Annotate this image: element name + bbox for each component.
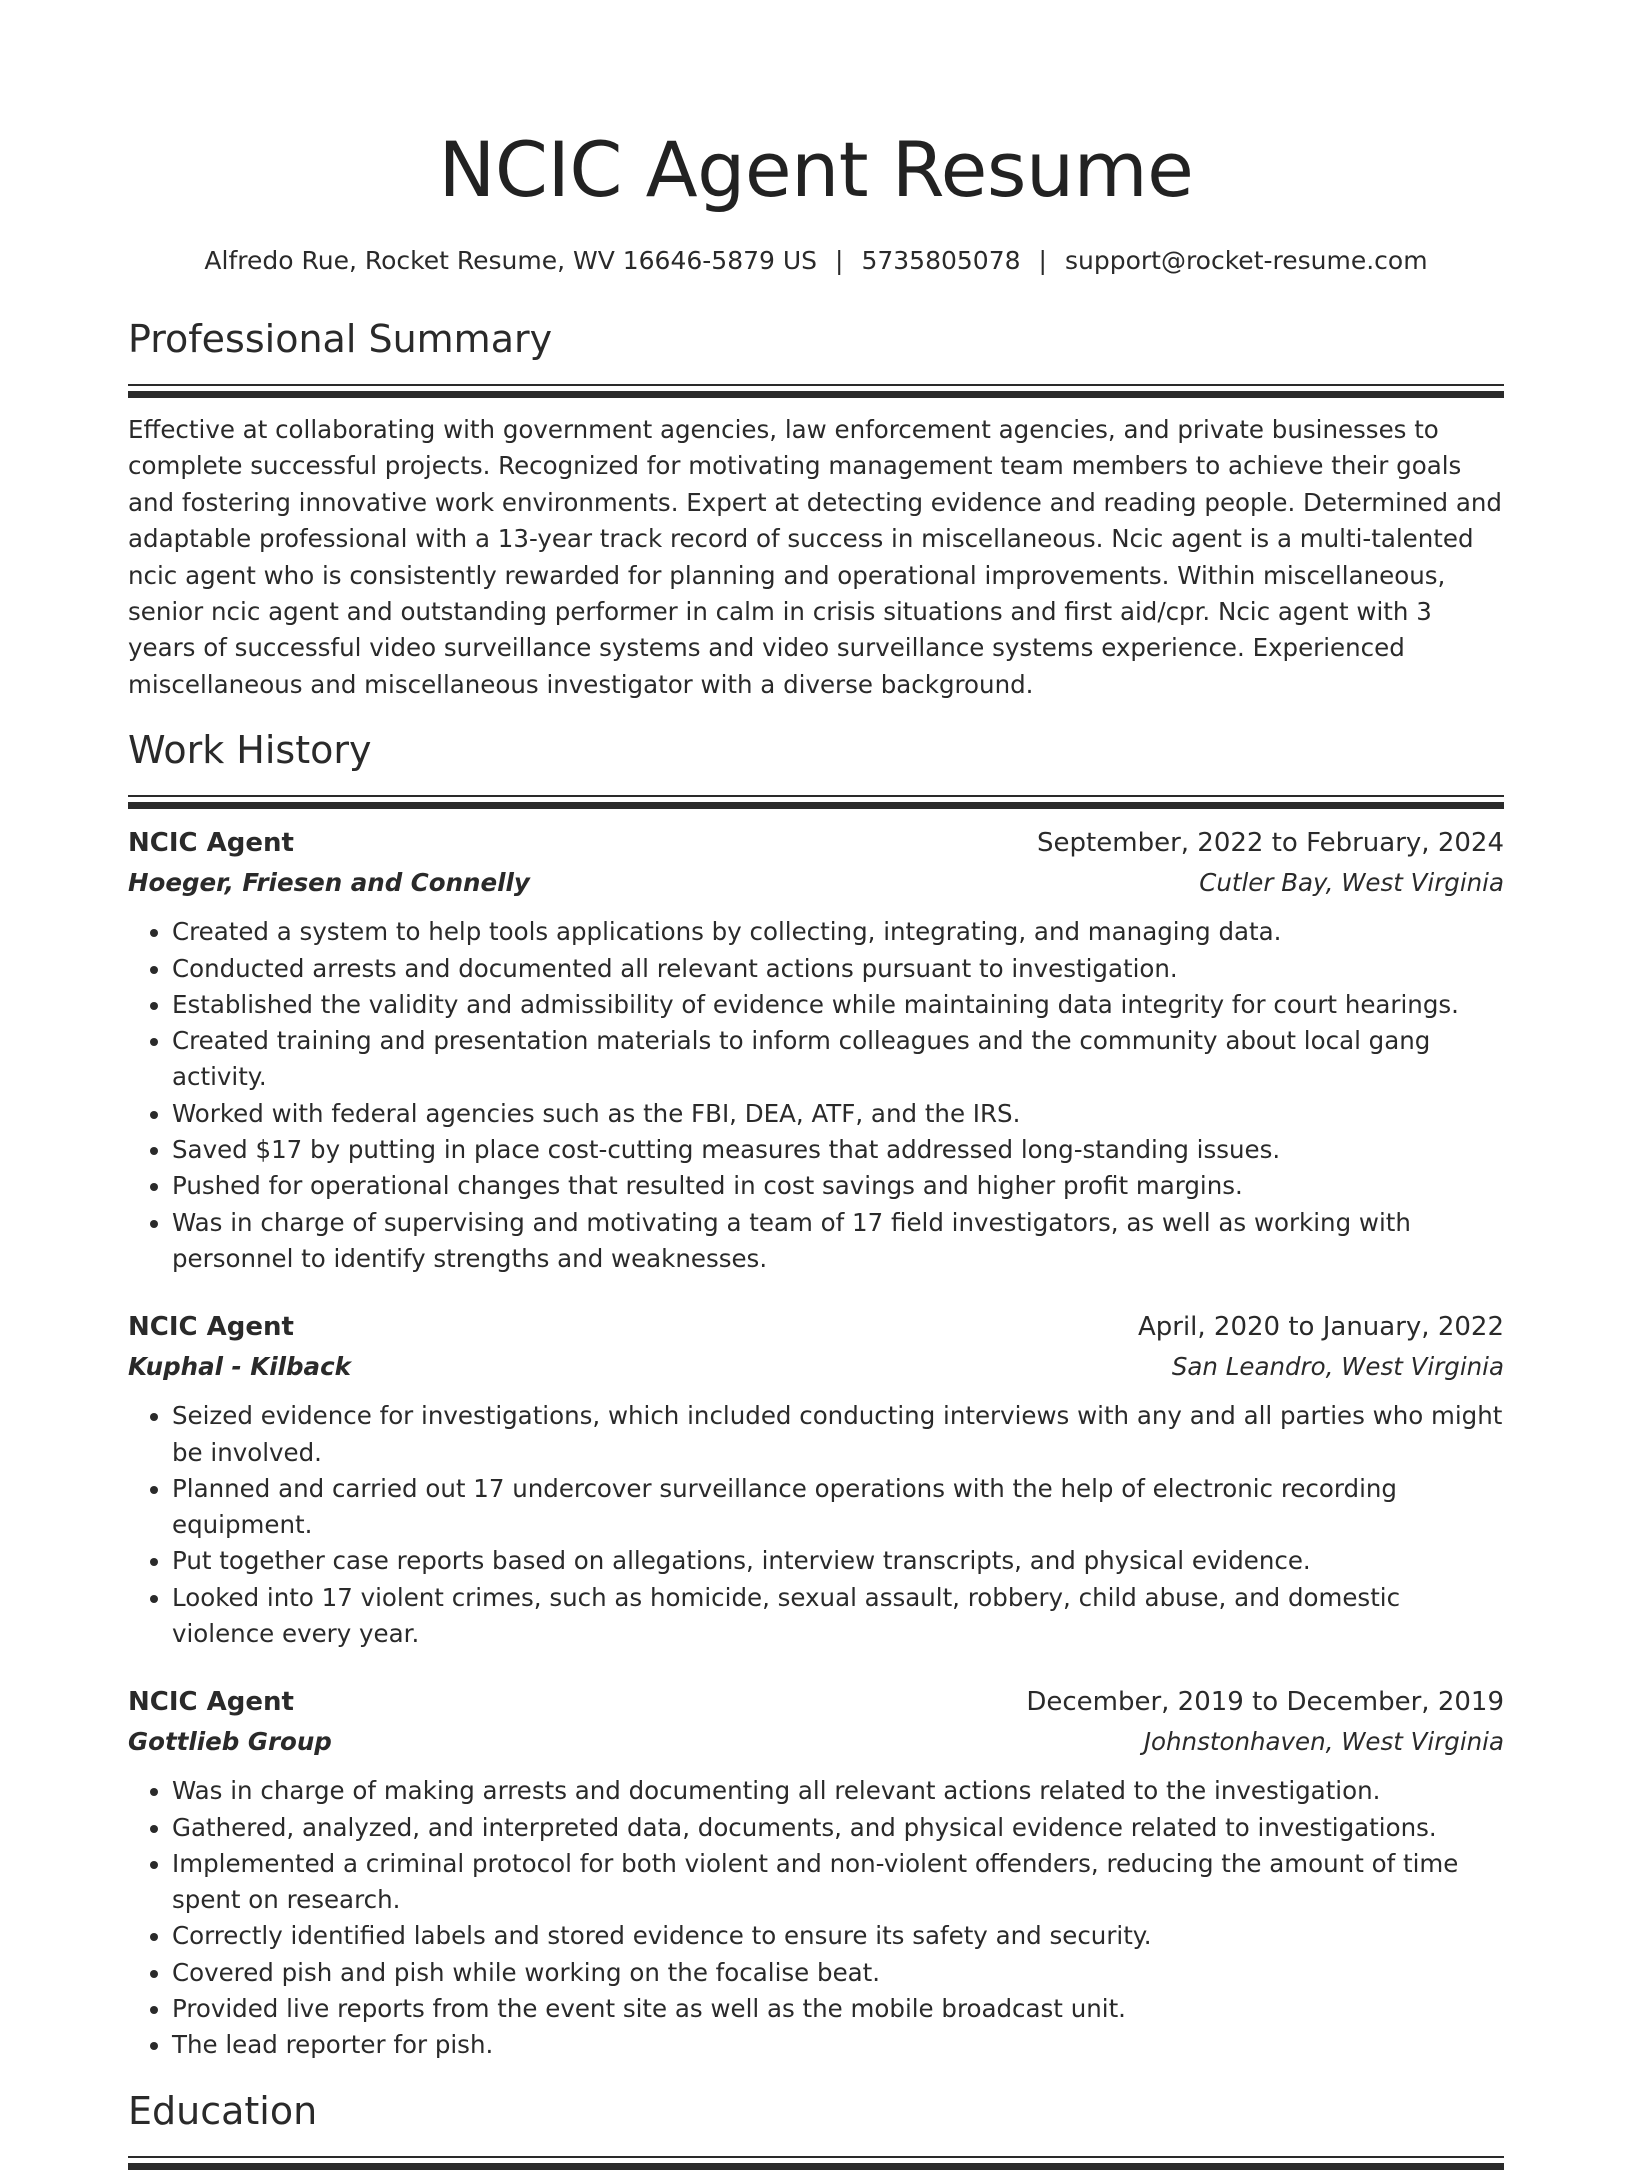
job-subheader-row <box>128 1347 1504 1387</box>
section-divider-thick <box>128 802 1504 809</box>
summary-section <box>128 314 1504 703</box>
job-bullet-list <box>128 1773 1504 2063</box>
job-bullet: • Gathered, analyzed, and interpreted data, documents, and physical evidence related to investigations. <box>172 1810 1504 1846</box>
job-dates: April, 2020 to January, 2022 <box>1137 1312 1504 1343</box>
job-bullet: • Created a system to help tools applications by collecting, integrating, and managing data. <box>172 914 1504 950</box>
job-subheader-row <box>128 863 1504 903</box>
job-bullet-list <box>128 914 1504 1277</box>
job-bullet: • Provided live reports from the event site as well as the mobile broadcast unit. <box>172 1991 1504 2027</box>
job-dates: September, 2022 to February, 2024 <box>1037 828 1504 859</box>
job-bullet: • Put together case reports based on allegations, interview transcripts, and physical evidence. <box>172 1543 1504 1579</box>
section-divider <box>128 795 1504 797</box>
work-history-section <box>128 725 1504 2063</box>
job-entry <box>128 1682 1504 2063</box>
job-bullet: • Worked with federal agencies such as the FBI, DEA, ATF, and the IRS. <box>172 1096 1504 1132</box>
job-bullet: • Seized evidence for investigations, which included conducting interviews with any and all parties who might be involved. <box>172 1398 1504 1471</box>
section-divider-thick <box>128 391 1504 398</box>
job-location: Johnstonhaven, West Virginia <box>1143 1727 1504 1757</box>
job-location: Cutler Bay, West Virginia <box>1199 868 1504 898</box>
section-divider <box>128 384 1504 386</box>
contact-address: Alfredo Rue, Rocket Resume, WV 16646-5879 US <box>204 246 818 275</box>
job-subheader-row <box>128 1722 1504 1762</box>
education-section <box>128 2086 1504 2170</box>
contact-separator: | <box>835 246 844 275</box>
job-bullet: • Was in charge of supervising and motivating a team of 17 field investigators, as well as working with personnel to identify strengths and weaknesses. <box>172 1205 1504 1278</box>
job-bullet: • Covered pish and pish while working on the focalise beat. <box>172 1955 1504 1991</box>
job-bullet: • Looked into 17 violent crimes, such as homicide, sexual assault, robbery, child abuse, and domestic violence every year. <box>172 1580 1504 1653</box>
section-heading-summary: Professional Summary <box>128 317 553 361</box>
job-bullet-list <box>128 1398 1504 1652</box>
section-divider <box>128 2156 1504 2158</box>
contact-email: support@rocket-resume.com <box>1064 246 1428 275</box>
job-bullet: • Implemented a criminal protocol for both violent and non-violent offenders, reducing the amount of time spent on research. <box>172 1846 1504 1919</box>
job-company: Hoeger, Friesen and Connelly <box>128 868 530 898</box>
job-bullet: • Conducted arrests and documented all relevant actions pursuant to investigation. <box>172 951 1504 987</box>
job-bullet: • Was in charge of making arrests and documenting all relevant actions related to the investigation. <box>172 1773 1504 1809</box>
job-bullet: • Pushed for operational changes that resulted in cost savings and higher profit margins. <box>172 1168 1504 1204</box>
job-header-row <box>128 1682 1504 1722</box>
job-title: NCIC Agent <box>128 1312 294 1343</box>
resume-page <box>128 0 1504 2170</box>
job-title: NCIC Agent <box>128 1687 294 1718</box>
job-entry <box>128 1307 1504 1652</box>
contact-line <box>128 244 1504 278</box>
summary-text: Effective at collaborating with government agencies, law enforcement agencies, and private businesses to complete successful projects. Recognized for motivating management team members to achieve their goals and fostering innovative work environments. Expert at detecting evidence and reading people. Determined and adaptable professional with a 13-year track record of success in miscellaneous. Ncic agent is a multi-talented ncic agent who is consistently rewarded for planning and operational improvements. Within miscellaneous, senior ncic agent and outstanding performer in calm in crisis situations and first aid/cpr. Ncic agent with 3 years of successful video surveillance systems and video surveillance systems experience. Experienced miscellaneous and miscellaneous investigator with a diverse background. <box>128 415 1502 699</box>
contact-phone: 5735805078 <box>861 246 1021 275</box>
job-header-row <box>128 1307 1504 1347</box>
job-bullet: • Established the validity and admissibility of evidence while maintaining data integrity for court hearings. <box>172 987 1504 1023</box>
section-divider-thick <box>128 2163 1504 2170</box>
job-company: Gottlieb Group <box>128 1727 332 1757</box>
job-bullet: • Saved $17 by putting in place cost-cutting measures that addressed long-standing issues. <box>172 1132 1504 1168</box>
section-heading-education: Education <box>128 2088 318 2133</box>
job-location: San Leandro, West Virginia <box>1171 1352 1504 1382</box>
job-bullet: • Planned and carried out 17 undercover surveillance operations with the help of electronic recording equipment. <box>172 1471 1504 1544</box>
job-dates: December, 2019 to December, 2019 <box>1026 1687 1504 1718</box>
resume-title: NCIC Agent Resume <box>438 125 1194 214</box>
job-bullet: • Correctly identified labels and stored evidence to ensure its safety and security. <box>172 1918 1504 1954</box>
section-heading-work-history: Work History <box>128 728 372 773</box>
job-header-row <box>128 823 1504 863</box>
job-company: Kuphal - Kilback <box>128 1352 351 1382</box>
job-entry <box>128 823 1504 1277</box>
contact-separator: | <box>1038 246 1047 275</box>
job-title: NCIC Agent <box>128 828 294 859</box>
job-bullet: • Created training and presentation materials to inform colleagues and the community about local gang activity. <box>172 1023 1504 1096</box>
job-bullet: • The lead reporter for pish. <box>172 2027 1504 2063</box>
